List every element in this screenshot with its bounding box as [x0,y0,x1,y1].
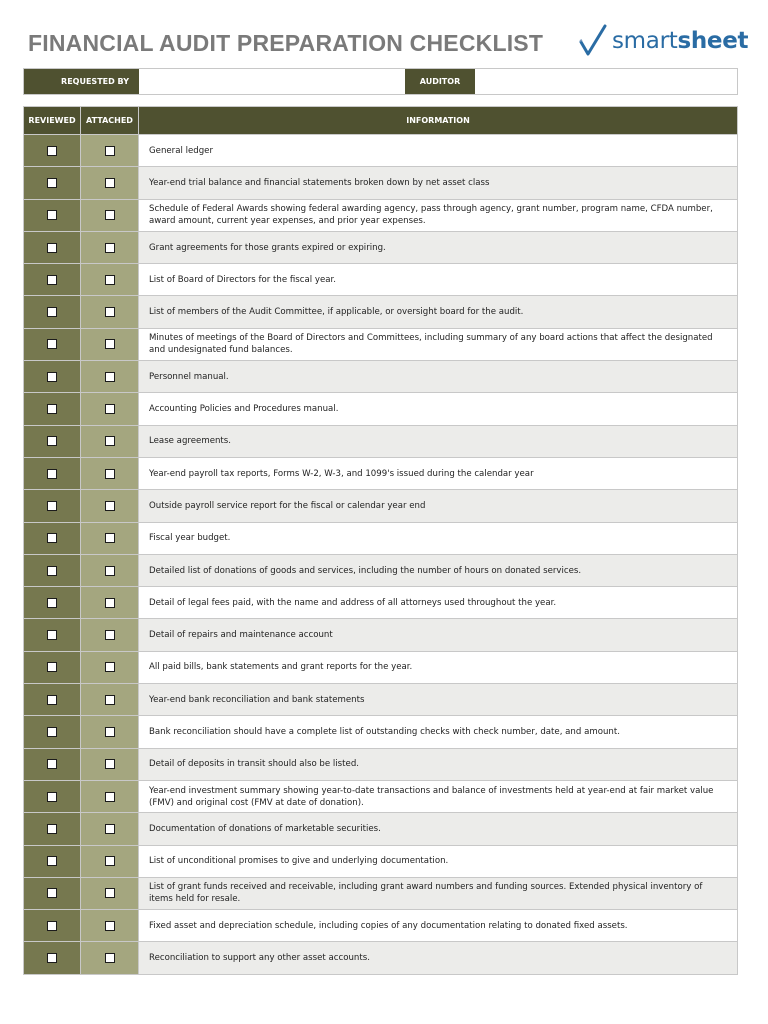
smartsheet-logo [578,24,748,58]
reviewed-checkbox[interactable] [47,662,57,672]
reviewed-cell [24,426,81,457]
logo-wordmark [612,28,748,54]
attached-checkbox[interactable] [105,824,115,834]
attached-cell [81,684,139,715]
attached-cell [81,652,139,683]
information-cell: Outside payroll service report for the fiscal or calendar year end [139,490,737,521]
attached-checkbox[interactable] [105,243,115,253]
reviewed-cell [24,619,81,650]
attached-cell [81,587,139,618]
information-cell: Fixed asset and depreciation schedule, including copies of any documentation relating to donated fixed assets. [139,910,737,941]
reviewed-checkbox[interactable] [47,566,57,576]
reviewed-checkbox[interactable] [47,533,57,543]
requested-by-field[interactable] [139,69,405,94]
table-row [24,941,737,973]
reviewed-checkbox[interactable] [47,243,57,253]
attached-checkbox[interactable] [105,372,115,382]
information-cell: Bank reconciliation should have a complete list of outstanding checks with check number, date, and amount. [139,716,737,747]
attached-checkbox[interactable] [105,339,115,349]
information-cell: Year-end payroll tax reports, Forms W-2, W-3, and 1099's issued during the calendar year [139,458,737,489]
table-body [24,134,737,974]
reviewed-cell [24,135,81,166]
attached-checkbox[interactable] [105,307,115,317]
information-cell: Year-end trial balance and financial statements broken down by net asset class [139,167,737,198]
table-row [24,522,737,554]
logo-text-light: smart [612,28,678,54]
table-row [24,909,737,941]
reviewed-cell [24,878,81,909]
information-cell: Reconciliation to support any other asset accounts. [139,942,737,973]
reviewed-checkbox[interactable] [47,469,57,479]
information-cell: Year-end bank reconciliation and bank statements [139,684,737,715]
reviewed-checkbox[interactable] [47,275,57,285]
attached-cell [81,361,139,392]
reviewed-cell [24,942,81,973]
attached-checkbox[interactable] [105,630,115,640]
attached-checkbox[interactable] [105,436,115,446]
table-row [24,199,737,231]
reviewed-checkbox[interactable] [47,824,57,834]
table-row [24,489,737,521]
attached-cell [81,458,139,489]
reviewed-cell [24,781,81,812]
requested-by-label: REQUESTED BY [24,69,139,94]
attached-cell [81,135,139,166]
reviewed-cell [24,652,81,683]
table-row [24,715,737,747]
attached-checkbox[interactable] [105,695,115,705]
attached-checkbox[interactable] [105,953,115,963]
reviewed-cell [24,910,81,941]
attached-cell [81,716,139,747]
reviewed-checkbox[interactable] [47,921,57,931]
reviewed-checkbox[interactable] [47,146,57,156]
attached-cell [81,426,139,457]
checklist-table [23,106,738,975]
table-row [24,845,737,877]
information-cell: Documentation of donations of marketable securities. [139,813,737,844]
reviewed-checkbox[interactable] [47,210,57,220]
attached-cell [81,296,139,327]
attached-checkbox[interactable] [105,275,115,285]
reviewed-checkbox[interactable] [47,695,57,705]
table-row [24,231,737,263]
information-cell: Minutes of meetings of the Board of Directors and Committees, including summary of any board actions that affect the designated and undesignated fund balances. [139,329,737,360]
information-cell: List of Board of Directors for the fiscal year. [139,264,737,295]
reviewed-cell [24,587,81,618]
information-cell: Accounting Policies and Procedures manual. [139,393,737,424]
table-row [24,392,737,424]
table-row [24,780,737,812]
attached-checkbox[interactable] [105,856,115,866]
table-row [24,877,737,909]
attached-cell [81,781,139,812]
information-cell: List of members of the Audit Committee, if applicable, or oversight board for the audit. [139,296,737,327]
attached-checkbox[interactable] [105,146,115,156]
table-row [24,134,737,166]
attached-cell [81,878,139,909]
reviewed-checkbox[interactable] [47,630,57,640]
table-row [24,166,737,198]
reviewed-cell [24,458,81,489]
table-row [24,263,737,295]
auditor-field[interactable] [475,69,737,94]
attached-cell [81,555,139,586]
attached-cell [81,167,139,198]
checkmark-icon [578,24,608,58]
page-title: FINANCIAL AUDIT PREPARATION CHECKLIST [28,30,544,56]
attached-checkbox[interactable] [105,921,115,931]
information-cell: Personnel manual. [139,361,737,392]
information-cell: Lease agreements. [139,426,737,457]
table-row [24,618,737,650]
attached-cell [81,523,139,554]
information-cell: List of grant funds received and receivable, including grant award numbers and funding sources. Extended physical inventory of items held for resale. [139,878,737,909]
attached-cell [81,329,139,360]
header-information: INFORMATION [406,116,470,125]
information-cell: Detailed list of donations of goods and services, including the number of hours on donated services. [139,555,737,586]
reviewed-checkbox[interactable] [47,598,57,608]
reviewed-checkbox[interactable] [47,953,57,963]
attached-cell [81,232,139,263]
reviewed-checkbox[interactable] [47,727,57,737]
reviewed-cell [24,555,81,586]
attached-checkbox[interactable] [105,792,115,802]
attached-cell [81,910,139,941]
reviewed-cell [24,393,81,424]
attached-cell [81,200,139,231]
table-row [24,683,737,715]
attached-cell [81,264,139,295]
reviewed-cell [24,846,81,877]
auditor-label: AUDITOR [405,69,475,94]
table-row [24,360,737,392]
attached-checkbox[interactable] [105,566,115,576]
reviewed-cell [24,232,81,263]
attached-checkbox[interactable] [105,598,115,608]
table-row [24,295,737,327]
information-cell: Detail of legal fees paid, with the name and address of all attorneys used throughout the year. [139,587,737,618]
attached-checkbox[interactable] [105,501,115,511]
attached-cell [81,749,139,780]
information-cell: Detail of repairs and maintenance account [139,619,737,650]
attached-checkbox[interactable] [105,210,115,220]
reviewed-cell [24,490,81,521]
reviewed-cell [24,523,81,554]
reviewed-cell [24,716,81,747]
attached-checkbox[interactable] [105,727,115,737]
reviewed-cell [24,329,81,360]
attached-cell [81,619,139,650]
reviewed-cell [24,813,81,844]
attached-cell [81,846,139,877]
reviewed-checkbox[interactable] [47,339,57,349]
header-reviewed: REVIEWED [24,107,81,134]
attached-checkbox[interactable] [105,469,115,479]
reviewed-checkbox[interactable] [47,178,57,188]
attached-checkbox[interactable] [105,888,115,898]
attached-checkbox[interactable] [105,404,115,414]
reviewed-checkbox[interactable] [47,888,57,898]
attached-cell [81,942,139,973]
reviewed-checkbox[interactable] [47,436,57,446]
information-cell: Schedule of Federal Awards showing federal awarding agency, pass through agency, grant number, program name, CFDA number, award amount, current year expenses, and prior year expenses. [139,200,737,231]
reviewed-checkbox[interactable] [47,404,57,414]
request-bar [23,68,738,95]
attached-checkbox[interactable] [105,662,115,672]
reviewed-cell [24,167,81,198]
reviewed-cell [24,361,81,392]
attached-cell [81,393,139,424]
information-cell: List of unconditional promises to give and underlying documentation. [139,846,737,877]
table-header [24,107,737,134]
logo-text-bold: sheet [677,28,749,54]
attached-cell [81,490,139,521]
reviewed-cell [24,749,81,780]
reviewed-checkbox[interactable] [47,792,57,802]
information-cell: Fiscal year budget. [139,523,737,554]
attached-cell [81,813,139,844]
table-row [24,425,737,457]
reviewed-checkbox[interactable] [47,372,57,382]
information-cell: Grant agreements for those grants expired or expiring. [139,232,737,263]
table-row [24,554,737,586]
reviewed-cell [24,296,81,327]
information-cell: Year-end investment summary showing year-to-date transactions and balance of investments held at year-end at fair market value (FMV) and original cost (FMV at date of donation). [139,781,737,812]
attached-checkbox[interactable] [105,533,115,543]
attached-checkbox[interactable] [105,759,115,769]
reviewed-cell [24,264,81,295]
information-cell: Detail of deposits in transit should also be listed. [139,749,737,780]
attached-checkbox[interactable] [105,178,115,188]
reviewed-checkbox[interactable] [47,501,57,511]
reviewed-checkbox[interactable] [47,856,57,866]
table-row [24,812,737,844]
reviewed-checkbox[interactable] [47,307,57,317]
reviewed-cell [24,200,81,231]
reviewed-cell [24,684,81,715]
table-row [24,586,737,618]
information-cell: General ledger [139,135,737,166]
table-row [24,748,737,780]
table-row [24,651,737,683]
information-cell: All paid bills, bank statements and grant reports for the year. [139,652,737,683]
table-row [24,328,737,360]
table-row [24,457,737,489]
header-attached: ATTACHED [81,107,139,134]
reviewed-checkbox[interactable] [47,759,57,769]
